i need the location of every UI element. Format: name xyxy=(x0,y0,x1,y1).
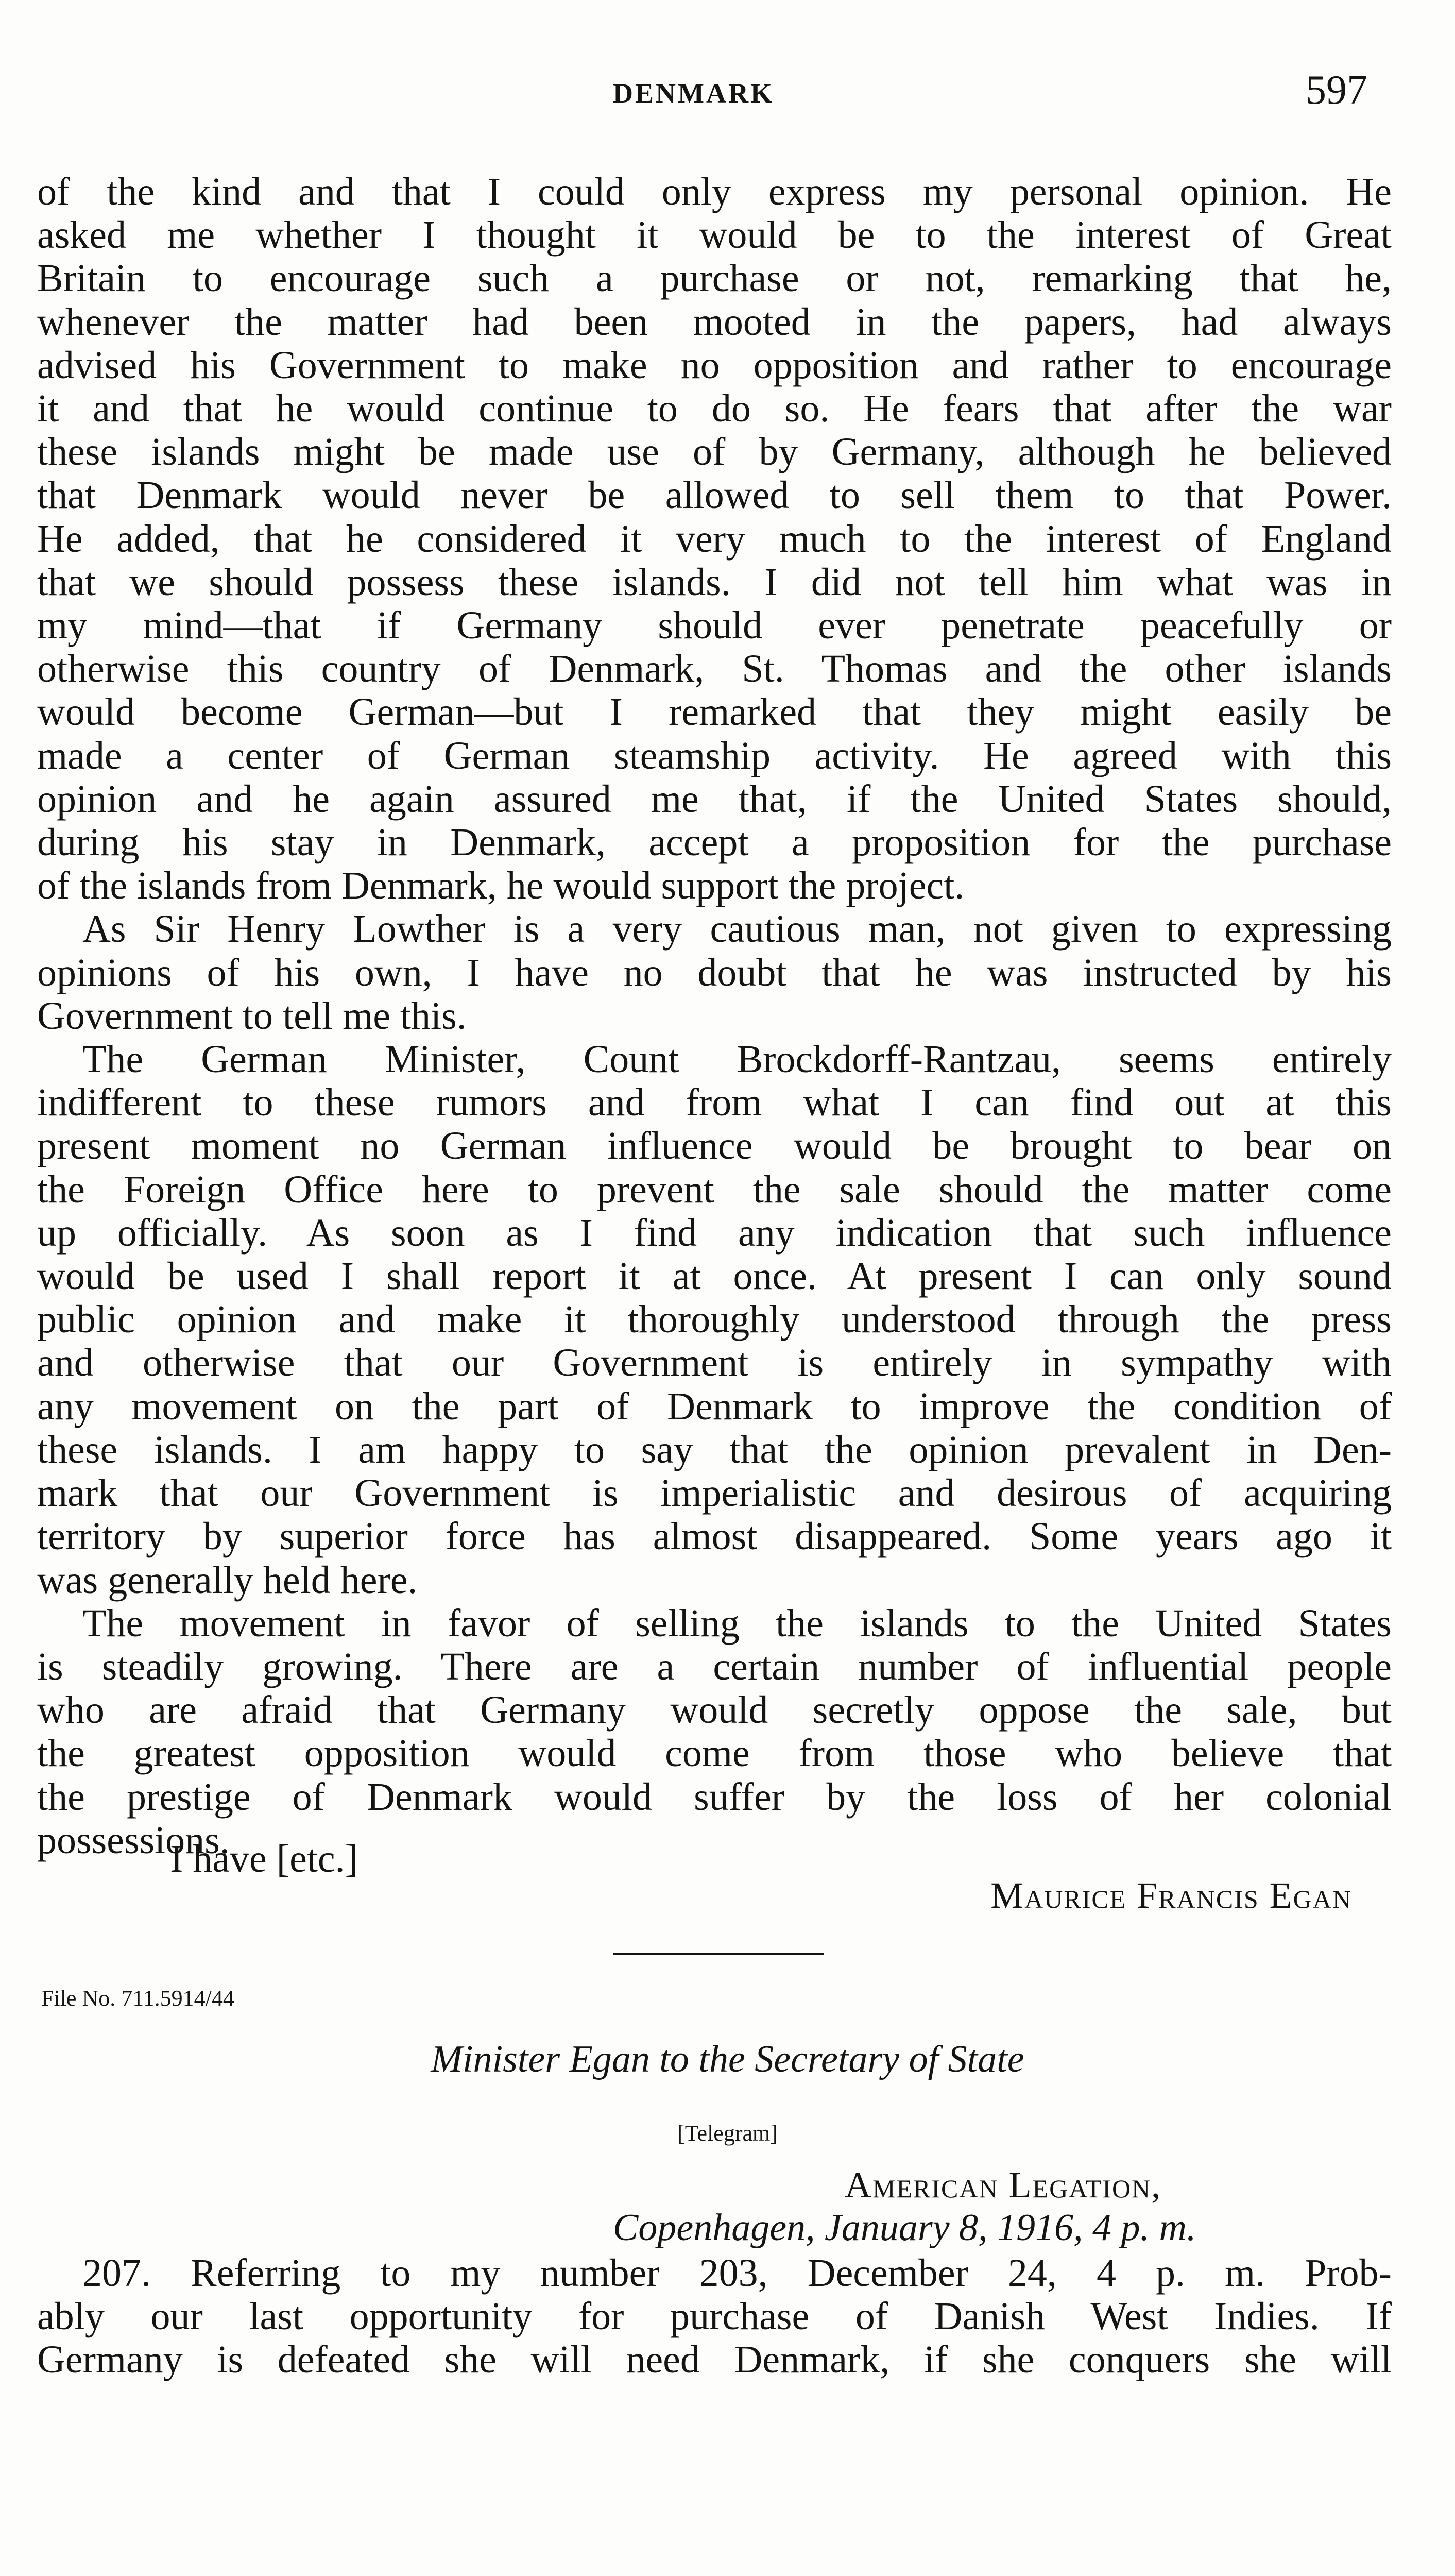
telegram-body xyxy=(37,2251,1392,2382)
place-date: Copenhagen, January 8, 1916, 4 p. m. xyxy=(613,2207,1196,2249)
text-line: public opinion and make it thoroughly understood through the press xyxy=(37,1298,1392,1342)
text-line: The German Minister, Count Brockdorff-Rantzau, seems entirely xyxy=(82,1038,1392,1081)
text-line: possessions. xyxy=(37,1818,230,1862)
text-line: He added, that he considered it very much to the interest of England xyxy=(37,517,1392,561)
signature: Maurice Francis Egan xyxy=(990,1875,1352,1916)
text-line: would become German—but I remarked that they might easily be xyxy=(37,690,1392,734)
paragraph xyxy=(37,907,1392,1038)
text-line: present moment no German influence would be brought to bear on xyxy=(37,1124,1392,1168)
text-line: advised his Government to make no opposition and rather to encourage xyxy=(37,343,1392,387)
text-line: of the islands from Denmark, he would support the project. xyxy=(37,864,965,908)
document-title: Minister Egan to the Secretary of State xyxy=(431,2038,1024,2080)
text-line: mark that our Government is imperialistic and desirous of acquiring xyxy=(37,1471,1392,1515)
text-line: whenever the matter had been mooted in the papers, had always xyxy=(37,300,1392,344)
text-line: these islands. I am happy to say that the opinion prevalent in Den- xyxy=(37,1428,1392,1471)
legation-name: American Legation, xyxy=(845,2164,1162,2206)
text-line: during his stay in Denmark, accept a proposition for the purchase xyxy=(37,821,1392,865)
text-line: that we should possess these islands. I did not tell him what was in xyxy=(37,560,1392,604)
section-divider xyxy=(613,1953,824,1955)
text-line: asked me whether I thought it would be to the interest of Great xyxy=(37,213,1392,257)
text-line: these islands might be made use of by Germany, although he believed xyxy=(37,430,1392,474)
text-line: the greatest opposition would come from those who believe that xyxy=(37,1732,1392,1775)
text-line: territory by superior force has almost disappeared. Some years ago it xyxy=(37,1515,1392,1558)
page-number: 597 xyxy=(1306,67,1367,113)
text-line: and otherwise that our Government is entirely in sympathy with xyxy=(37,1341,1392,1385)
paragraph xyxy=(37,170,1392,907)
text-line: the prestige of Denmark would suffer by the loss of her colonial xyxy=(37,1775,1392,1819)
text-line: otherwise this country of Denmark, St. Thomas and the other islands xyxy=(37,647,1392,691)
letter-body xyxy=(37,170,1392,1862)
text-line: Government to tell me this. xyxy=(37,994,467,1038)
text-line: ably our last opportunity for purchase of Danish West Indies. If xyxy=(37,2295,1392,2338)
text-line: the Foreign Office here to prevent the sale should the matter come xyxy=(37,1167,1392,1211)
text-line: would be used I shall report it at once. At present I can only sound xyxy=(37,1255,1392,1298)
text-line: 207. Referring to my number 203, December 24, 4 p. m. Prob- xyxy=(82,2251,1392,2295)
text-line: of the kind and that I could only express my personal opinion. He xyxy=(37,170,1392,213)
paragraph xyxy=(37,2251,1392,2382)
paragraph xyxy=(37,1038,1392,1602)
running-title: DENMARK xyxy=(613,78,774,109)
text-line: any movement on the part of Denmark to improve the condition of xyxy=(37,1384,1392,1428)
text-line: it and that he would continue to do so. He fears that after the war xyxy=(37,387,1392,431)
text-line: is steadily growing. There are a certain number of influential people xyxy=(37,1645,1392,1688)
text-line: Germany is defeated she will need Denmark, if she conquers she will xyxy=(37,2338,1392,2382)
text-line: indifferent to these rumors and from what I can find out at this xyxy=(37,1081,1392,1125)
text-line: opinions of his own, I have no doubt that he was instructed by his xyxy=(37,951,1392,994)
text-line: Britain to encourage such a purchase or not, remarking that he, xyxy=(37,257,1392,300)
telegram-label: [Telegram] xyxy=(677,2121,778,2146)
text-line: was generally held here. xyxy=(37,1558,418,1602)
text-line: that Denmark would never be allowed to sell them to that Power. xyxy=(37,473,1392,517)
text-line: opinion and he again assured me that, if the United States should, xyxy=(37,777,1392,821)
paragraph xyxy=(37,1602,1392,1862)
closing-line: I have [etc.] xyxy=(170,1837,358,1880)
text-line: my mind—that if Germany should ever penetrate peacefully or xyxy=(37,604,1392,648)
text-line: The movement in favor of selling the islands to the United States xyxy=(82,1601,1392,1645)
text-line: As Sir Henry Lowther is a very cautious man, not given to expressing xyxy=(82,907,1392,951)
text-line: up officially. As soon as I find any indication that such influence xyxy=(37,1211,1392,1255)
file-number: File No. 711.5914/44 xyxy=(41,1986,234,2011)
text-line: who are afraid that Germany would secretly oppose the sale, but xyxy=(37,1688,1392,1732)
text-line: made a center of German steamship activity. He agreed with this xyxy=(37,734,1392,777)
